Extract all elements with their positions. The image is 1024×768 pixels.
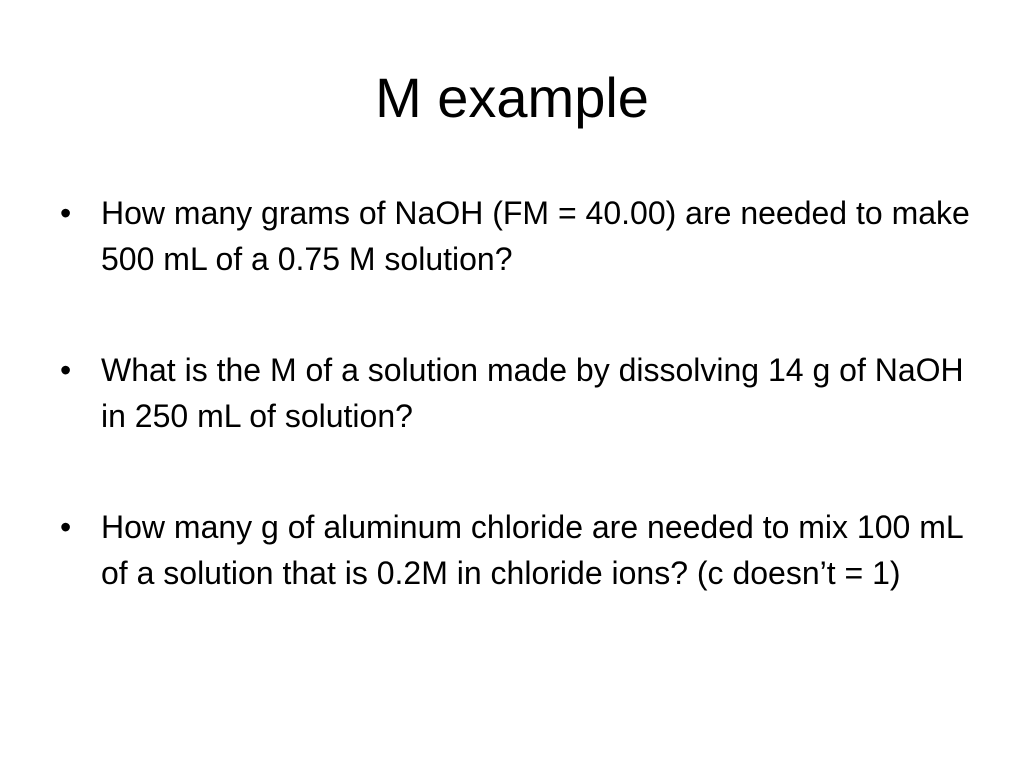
bullet-item-2: [56, 347, 976, 439]
slide-title: M example: [375, 66, 649, 129]
bullet-list: [56, 190, 976, 596]
bullet-item-3: [56, 504, 976, 596]
bullet-icon: •: [60, 509, 72, 545]
bullet-text-1: How many grams of NaOH (FM = 40.00) are needed to make 500 mL of a 0.75 M solution?: [101, 195, 970, 277]
bullet-text-3: How many g of aluminum chloride are needed to mix 100 mL of a solution that is 0.2M in chloride ions? (c doesn’t = 1): [101, 509, 963, 591]
bullet-text-2: What is the M of a solution made by dissolving 14 g of NaOH in 250 mL of solution?: [101, 352, 964, 434]
bullet-icon: •: [60, 352, 72, 388]
bullet-icon: •: [60, 195, 72, 231]
bullet-item-1: [56, 190, 976, 282]
